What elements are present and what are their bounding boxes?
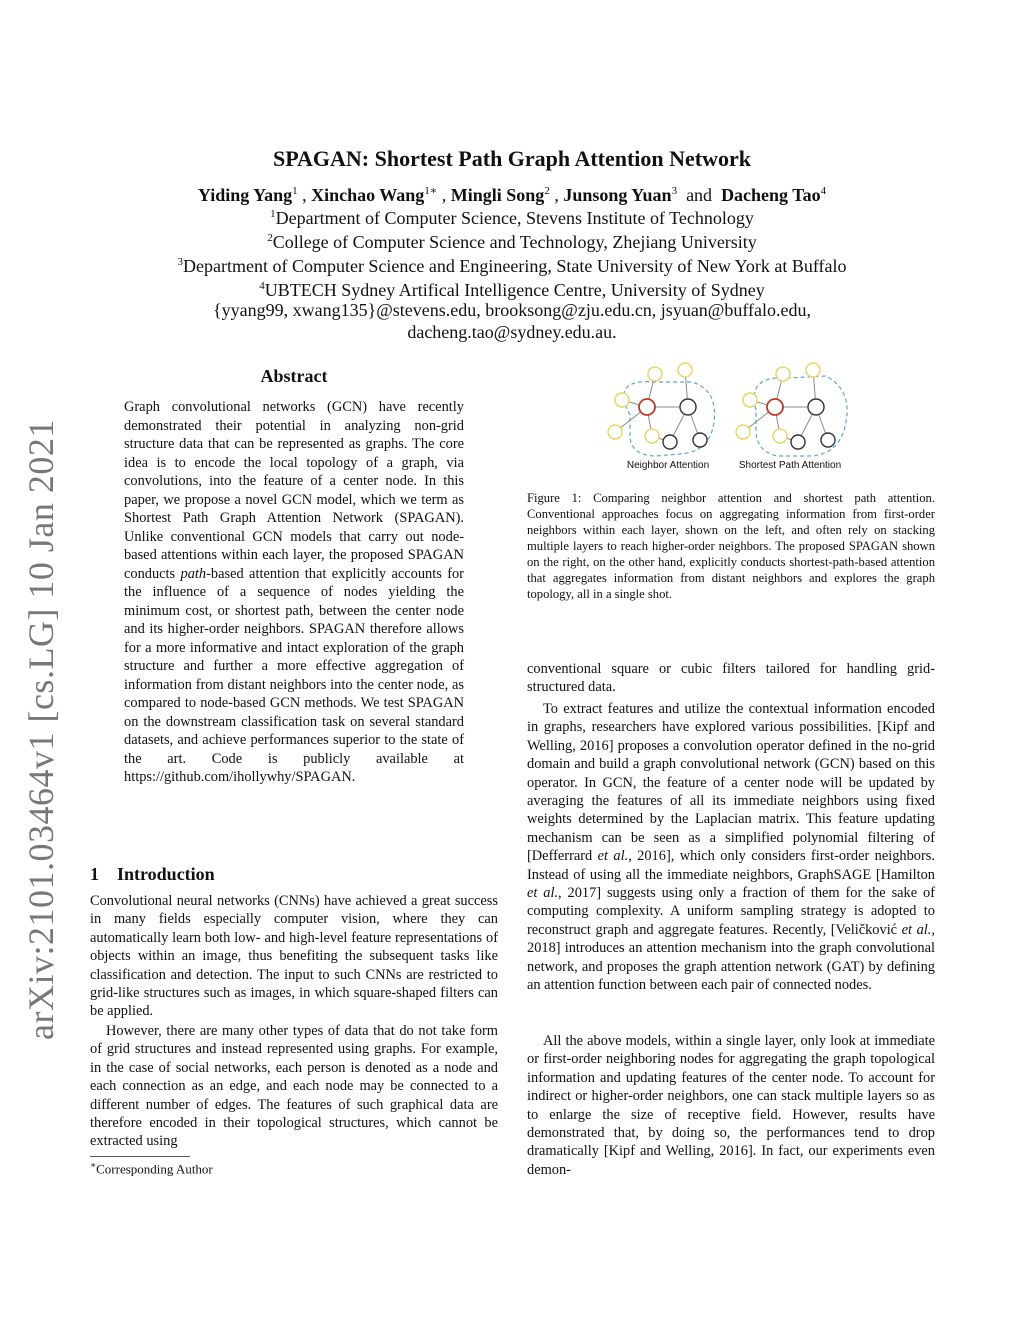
author-sup: 2 <box>544 185 550 197</box>
graph-node <box>615 393 629 407</box>
abstract-italic: path <box>180 565 207 582</box>
graph-node <box>680 399 696 415</box>
body-paragraph <box>527 700 935 995</box>
graph-node <box>776 367 790 381</box>
figure-caption: Figure 1: Comparing neighbor attention and shortest path attention. Conventional approaches focus on aggregating information from first-order neighbors within each layer, shown on the left, and often rely on stacking multiple layers to reach higher-order neighbors. The proposed SPAGAN shown on the right, on the other hand, explicitly conducts shortest-path-based attention that aggregates information from distant neighbors and explores the graph topology, all in a single shot. <box>527 491 935 601</box>
shortest-path-attention-graph <box>736 363 847 456</box>
graph-node <box>693 433 707 447</box>
authors-and: and <box>686 185 713 205</box>
abstract-body <box>124 398 464 787</box>
affiliation-text: UBTECH Sydney Artifical Intelligence Centre, University of Sydney <box>264 280 765 300</box>
graph-node <box>648 367 662 381</box>
author-sup: 3 <box>671 185 678 197</box>
graph-node <box>645 429 659 443</box>
affiliation <box>0 280 1024 301</box>
paragraph-text: , 2017] suggests using only a fraction of them for the sake of computing complexity. A uniform sampling strategy is adopted to reconstruct graph and aggregate features. Recently, [Veličković <box>527 885 935 938</box>
affiliation-text: College of Computer Science and Technology, Zhejiang University <box>272 232 757 252</box>
graph-node <box>663 435 677 449</box>
center-node <box>767 399 783 415</box>
paper-title: SPAGAN: Shortest Path Graph Attention Network <box>272 146 752 171</box>
affiliation <box>0 232 1024 253</box>
graph-node <box>806 363 820 377</box>
affiliation-sup: 3 <box>177 256 183 268</box>
abstract-text: Graph convolutional networks (GCN) have recently demonstrated their potential in analyzing non-grid structure data that can be represented as graphs. The core idea is to encode the local topology of a graph, via convolutions, into the feature of a center node. In this paper, we propose a novel GCN model, which we term as Shortest Path Graph Attention Network (SPAGAN). Unlike conventional GCN models that carry out node-based attentions within each layer, the proposed SPAGAN conducts <box>124 399 464 582</box>
abstract-heading: Abstract <box>260 366 328 386</box>
affiliation-text: Department of Computer Science and Engineering, State University of New York at Buffalo <box>182 256 847 276</box>
email-line: {yyang99, xwang135}@stevens.edu, brooksong@zju.edu.cn, jsyuan@buffalo.edu, <box>212 300 812 320</box>
graph-node <box>821 433 835 447</box>
footnote-text: Corresponding Author <box>96 1161 213 1177</box>
section-title: Introduction <box>117 864 215 884</box>
intro-paragraph: Convolutional neural networks (CNNs) have achieved a great success in many fields especially computer vision, where they can automatically learn both low- and high-level feature representations of objects within an image, thus benefiting the subsequent tasks like classification and detection. The input to such CNNs are restricted to grid-like structures such as images, in which square-shaped filters can be applied. <box>90 893 498 1020</box>
author-sup: 4 <box>820 185 827 197</box>
et-al: et al. <box>597 848 629 865</box>
figure-label-left: Neighbor Attention <box>626 460 710 471</box>
author-sup: 1 <box>292 185 298 197</box>
footnote-rule <box>90 1156 190 1157</box>
affiliation-sup: 1 <box>270 208 276 220</box>
figure-label-right: Shortest Path Attention <box>738 460 842 471</box>
author-sup: 1∗ <box>424 185 438 197</box>
author-name: Mingli Song <box>450 185 545 205</box>
affiliation <box>0 256 1024 277</box>
paragraph-text: , 2016], which only considers first-order neighbors. Instead of using all the immediate neighbors, GraphSAGE [Hamilton <box>527 848 935 883</box>
section-number: 1 <box>90 864 99 884</box>
author-name: Xinchao Wang <box>311 185 425 205</box>
graph-node <box>608 425 622 439</box>
abstract-text: -based attention that explicitly accounts for the influence of a sequence of nodes yielding the minimum cost, or shortest path, between the center node and its higher-order neighbors. SPAGAN therefore allows for a more informative and intact exploration of the graph structure and further a more effective aggregation of information from distant neighbors into the center node, as compared to node-based GCN methods. We test SPAGAN on the downstream classification task on several standard datasets, and achieve performances superior to the state of the art. Code is publicly available at https://github.com/ihollywhy/SPAGAN. <box>124 565 464 785</box>
affiliation-text: Department of Computer Science, Stevens Institute of Technology <box>275 208 754 228</box>
affiliation-sup: 2 <box>267 232 273 244</box>
body-paragraph: All the above models, within a single layer, only look at immediate or first-order neighboring nodes for aggregating the graph topological information and updating features of the center node. To account for indirect or higher-order neighbors, one can stack multiple layers so as to enlarge the size of receptive field. However, results have demonstrated that, by doing so, the performances tend to drop dramatically [Kipf and Welling, 2016]. In fact, our experiments even demon- <box>527 1033 935 1178</box>
author-name: Junsong Yuan <box>563 185 672 205</box>
graph-node <box>736 425 750 439</box>
center-node <box>639 399 655 415</box>
footnote-mark: ∗ <box>90 1160 97 1170</box>
paragraph-text: To extract features and utilize the contextual information encoded in graphs, researchers have explored various possibilities. [Kipf and Welling, 2016] proposes a convolution operator defined in the no-grid domain and build a graph convolutional network (GCN) based on this operator. In GCN, the feature of a center node will be updated by averaging the features of all its immediate neighbors using fixed weights determined by the Laplacian matrix. This feature updating mechanism can be seen as a simplified polynomial filtering of [Defferrard <box>527 701 935 865</box>
paragraph-text: , 2018] introduces an attention mechanism into the graph convolutional network, and proposes the graph attention network (GAT) by defining an attention function between each pair of connected nodes. <box>527 921 935 994</box>
graph-node <box>773 429 787 443</box>
intro-paragraph: However, there are many other types of data that do not take form of grid structures and instead represented using graphs. For example, in the case of social networks, each person is denoted as a node and each connection as an edge, and each node may be connected to a different number of edges. The features of such graphical data are therefore encoded in their topological structures, which cannot be extracted using <box>90 1023 498 1150</box>
affiliation <box>0 208 1024 229</box>
graph-node <box>743 393 757 407</box>
section-heading <box>90 864 215 885</box>
author-list: Yiding Yang$^1$ , Xinchao Wang$^{1∗}$ , Mingli Song$^2$ , Junsong Yuan$^3$ and Dacheng Tao$^4$ <box>197 185 827 205</box>
figure-neighbor-vs-shortest-path <box>600 360 860 475</box>
et-al: et al. <box>901 921 932 938</box>
graph-node <box>808 399 824 415</box>
affiliation-sup: 4 <box>259 280 265 292</box>
footnote <box>90 1160 213 1177</box>
graph-node <box>791 435 805 449</box>
graph-node <box>678 363 692 377</box>
arxiv-identifier: arXiv:2101.03464v1 [cs.LG] 10 Jan 2021 <box>21 419 61 1040</box>
et-al: et al. <box>527 885 559 902</box>
author-name: Dacheng Tao <box>721 185 821 205</box>
email-line: dacheng.tao@sydney.edu.au. <box>407 322 617 342</box>
author-name: Yiding Yang <box>197 185 293 205</box>
body-paragraph: conventional square or cubic filters tailored for handling grid-structured data. <box>527 661 935 696</box>
neighbor-attention-graph <box>608 363 715 456</box>
